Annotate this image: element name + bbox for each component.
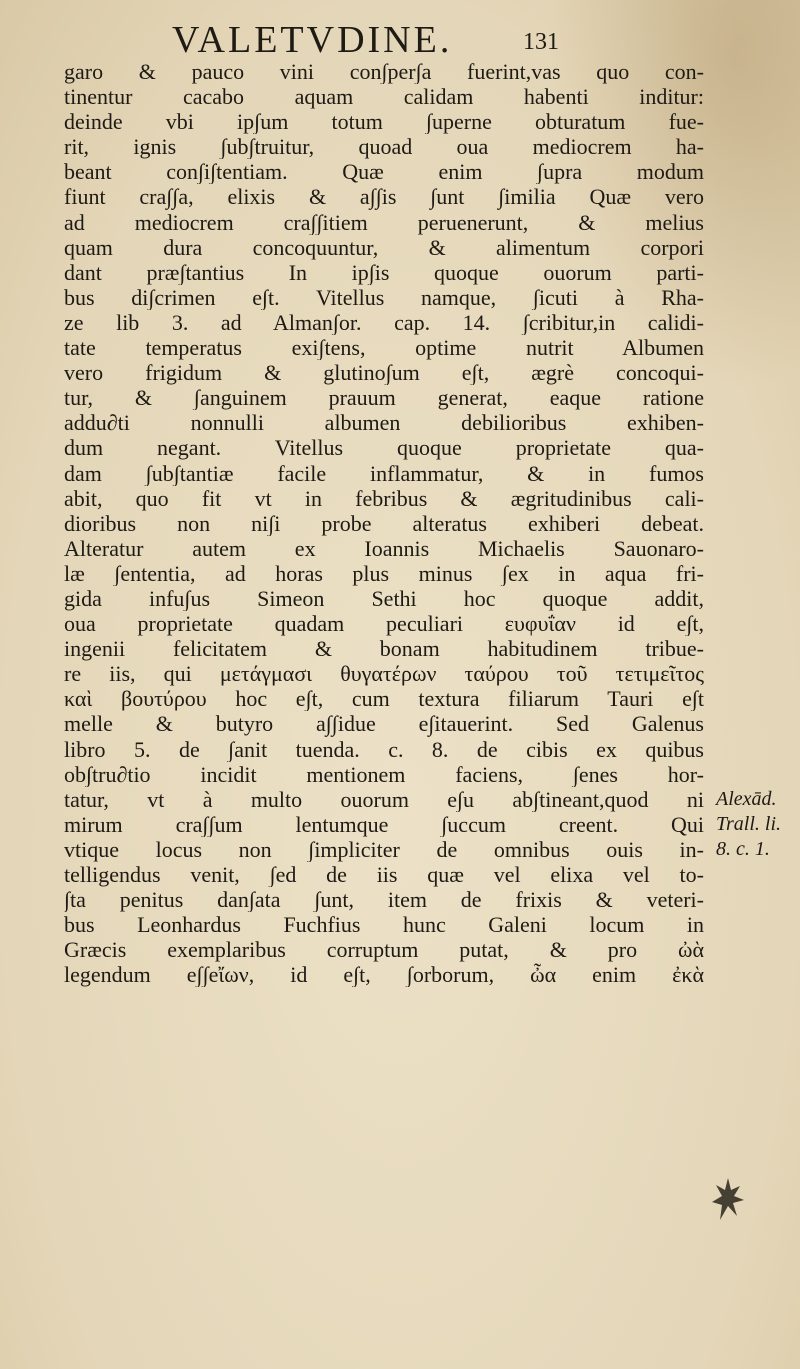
text-line: dioribus non ni∫i probe alteratus exhiberi debeat.	[64, 510, 704, 536]
text-line: abit, quo fit vt in febribus & ægritudinibus cali-	[64, 485, 704, 511]
text-line: dum negant. Vitellus quoque proprietate qua-	[64, 435, 704, 461]
text-line: tate temperatus exi∫tens, optime nutrit Albumen	[64, 335, 704, 361]
text-line: καὶ βουτύρου hoc e∫t, cum textura filiarum Tauri e∫t	[64, 686, 704, 712]
text-line: ingenii felicitatem & bonam habitudinem tribue-	[64, 636, 704, 662]
text-line: dant præ∫tantius In ip∫is quoque ouorum parti-	[64, 259, 704, 285]
text-line: fiunt cra∫∫a, elixis & a∫∫is ∫unt ∫imilia Quæ vero	[64, 184, 704, 210]
text-line: legendum e∫∫eἴων, id e∫t, ∫orborum, ὦα enim ἐκὰ	[64, 962, 704, 988]
text-line: garo & pauco vini con∫per∫a fuerint,vas quo con-	[64, 59, 704, 84]
text-line: re iis, qui μετάγμασι θυγατέρων ταύρου τοῦ τετιμεῖτος	[64, 661, 704, 687]
margin-note-line: Trall. li.	[716, 813, 782, 836]
text-line: melle & butyro a∫∫idue e∫itauerint. Sed Galenus	[64, 711, 704, 737]
text-line: gida infu∫us Simeon Sethi hoc quoque addit,	[64, 585, 704, 611]
text-line: oua proprietate quadam peculiari ευφυΐαν id e∫t,	[64, 611, 704, 637]
text-line: rit, ignis ∫ub∫truitur, quoad oua mediocrem ha-	[64, 134, 704, 160]
text-line: vero frigidum & glutino∫um e∫t, ægrè concoqui-	[64, 360, 704, 386]
text-line: tatur, vt à multo ouorum e∫u ab∫tineant,quod ni	[64, 786, 704, 812]
text-line: vtique locus non ∫impliciter de omnibus ouis in-	[64, 836, 704, 862]
text-line: Alteratur autem ex Ioannis Michaelis Sauonaro-	[64, 535, 704, 561]
text-line: bus di∫crimen e∫t. Vitellus namque, ∫icuti à Rha-	[64, 284, 704, 310]
margin-note-line: 8. c. 1.	[716, 838, 770, 861]
page-number: 131	[523, 29, 559, 55]
text-line: læ ∫ententia, ad horas plus minus ∫ex in aqua fri-	[64, 560, 704, 586]
margin-note	[716, 787, 796, 862]
text-line: tur, & ∫anguinem prauum generat, eaque ratione	[64, 385, 704, 411]
text-line: tinentur cacabo aquam calidam habenti inditur:	[64, 84, 704, 110]
text-line: beant con∫i∫tentiam. Quæ enim ∫upra modum	[64, 159, 704, 185]
text-line: mirum cra∫∫um lentumque ∫uccum creent. Qui	[64, 811, 704, 837]
body-text	[64, 59, 704, 987]
text-line: ad mediocrem cra∫∫itiem peruenerunt, & melius	[64, 209, 704, 235]
text-line: deinde vbi ip∫um totum ∫uperne obturatum fue-	[64, 109, 704, 135]
text-line: ∫ta penitus dan∫ata ∫unt, item de frixis & veteri-	[64, 887, 704, 913]
text-line: telligendus venit, ∫ed de iis quæ vel elixa vel to-	[64, 862, 704, 887]
text-line: libro 5. de ∫anit tuenda. c. 8. de cibis ex quibus	[64, 736, 704, 762]
ink-blot-icon	[710, 1176, 746, 1222]
text-line: addu∂ti nonnulli albumen debilioribus exhiben-	[64, 410, 704, 436]
text-line: dam ∫ub∫tantiæ facile inflammatur, & in fumos	[64, 460, 704, 486]
text-line: Græcis exemplaribus corruptum putat, & pro ὠὰ	[64, 937, 704, 963]
text-line: ze lib 3. ad Alman∫or. cap. 14. ∫cribitur,in calidi-	[64, 309, 704, 335]
text-line: quam dura concoquuntur, & alimentum corpori	[64, 234, 704, 260]
text-line: ob∫tru∂tio incidit mentionem faciens, ∫enes hor-	[64, 761, 704, 787]
text-line: bus Leonhardus Fuchfius hunc Galeni locum in	[64, 912, 704, 938]
running-title: VALETVDINE.	[172, 19, 453, 61]
margin-note-line: Alexād.	[716, 788, 777, 810]
